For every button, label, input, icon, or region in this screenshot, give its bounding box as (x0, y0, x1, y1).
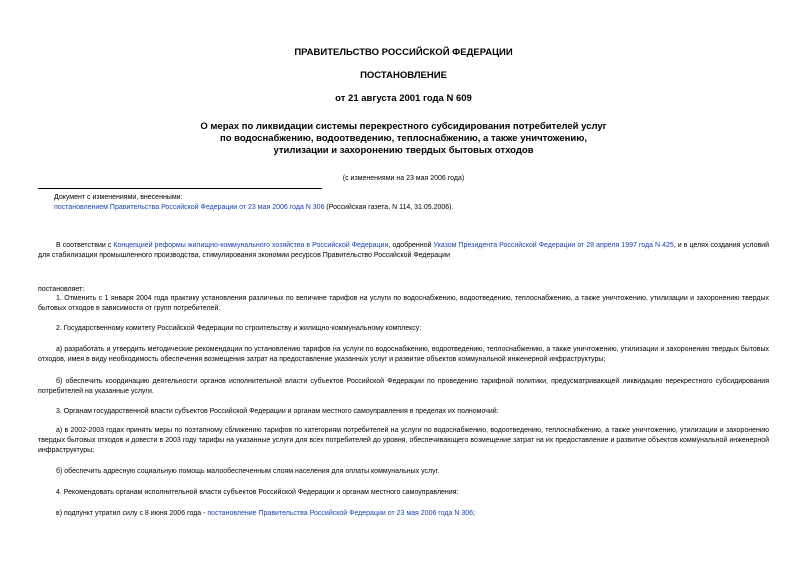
document-title: О мерах по ликвидации системы перекрестного субсидирования потребителей услуг по водоснабжению, водоотведению, теплоснабжению, а также уничтожению, утилизации и захоронению твердых бытовых отходов (200, 121, 607, 156)
concept-link[interactable]: Концепцией реформы жилищно-коммунального хозяйства в Российской Федерации (113, 242, 389, 249)
paragraph-4: 4. Рекомендовать органам исполнительной власти субъектов Российской Федерации и органам местного самоуправления: (56, 489, 459, 496)
preamble-text-2: , одобренной (388, 242, 434, 249)
preamble-text-3: , и в целях создания условий для стабилизации промышленного производства, стимулирования экономии ресурсов Правительство Российской Федерации (38, 242, 770, 259)
repeal-link[interactable]: постановление Правительства Российской Федерации от 23 мая 2006 года N 306 (207, 510, 474, 517)
document-date-number: от 21 августа 2001 года N 609 (335, 93, 472, 104)
separator-line (38, 188, 322, 189)
preamble-text-1: В соответствии с (56, 242, 114, 249)
preamble-paragraph (38, 241, 769, 261)
paragraph-2b: б) обеспечить координацию деятельности органов исполнительной власти субъектов Российской Федерации по проведению тарифной политики, предусматривающей ликвидацию перекрестного субсидирования потребителей на указанные услуги. (38, 378, 769, 395)
paragraph-3a: а) в 2002-2003 годах принять меры по поэтапному сближению тарифов по категориям потребителей на услуги по водоснабжению, водоотведению, теплоснабжению, а также уничтожению, утилизации и захоронению твердых бытовых отходов и довести в 2003 году тарифы на указанные услуги для всех потребителей до уровня, обеспечивающего возмещение затрат на их предоставление и развитие объектов коммунальной инженерной инфраструктуры; (38, 427, 769, 454)
decides-line: постановляет: (38, 286, 85, 293)
paragraph-2: 2. Государственному комитету Российской Федерации по строительству и жилищно-коммунальному комплексу: (56, 325, 422, 332)
decree-link[interactable]: Указом Президента Российской Федерации от 28 апреля 1997 года N 425 (433, 242, 674, 249)
amendment-line (54, 203, 453, 212)
document-type-heading: ПОСТАНОВЛЕНИЕ (360, 70, 447, 81)
changes-note: (с изменениями на 23 мая 2006 года) (342, 175, 465, 182)
paragraph-1: 1. Отменить с 1 января 2004 года практику установления различных по величине тарифов на услуги по водоснабжению, водоотведению, теплоснабжению, а также уничтожению, утилизации и захоронению твердых бытовых отходов в зависимости от групп потребителей. (38, 295, 769, 312)
government-heading: ПРАВИТЕЛЬСТВО РОССИЙСКОЙ ФЕДЕРАЦИИ (294, 47, 513, 58)
amendment-link[interactable]: постановлением Правительства Российской Федерации от 23 мая 2006 года N 306 (54, 204, 325, 211)
paragraph-4a-end: ; (473, 510, 475, 517)
amendment-source: (Российская газета, N 114, 31.05.2006). (324, 204, 454, 211)
paragraph-4a-text: в) подпункт утратил силу с 8 июня 2006 года - (56, 510, 208, 517)
paragraph-3b: б) обеспечить адресную социальную помощь малообеспеченным слоям населения для оплаты коммунальных услуг. (56, 468, 440, 475)
paragraph-3: 3. Органам государственной власти субъектов Российской Федерации и органам местного самоуправления в пределах их полномочий: (56, 408, 499, 415)
paragraph-4a (38, 509, 769, 519)
amendment-label: Документ с изменениями, внесенными: (54, 194, 183, 201)
paragraph-2a: а) разработать и утвердить методические рекомендации по установлению тарифов на услуги по водоснабжению, водоотведению, теплоснабжению, а также уничтожению, утилизации и захоронению твердых бытовых отходов, имея в виду необходимость обеспечения возмещения затрат на предоставление указанных услуг и развитие объектов коммунальной инженерной инфраструктуры; (38, 346, 769, 363)
